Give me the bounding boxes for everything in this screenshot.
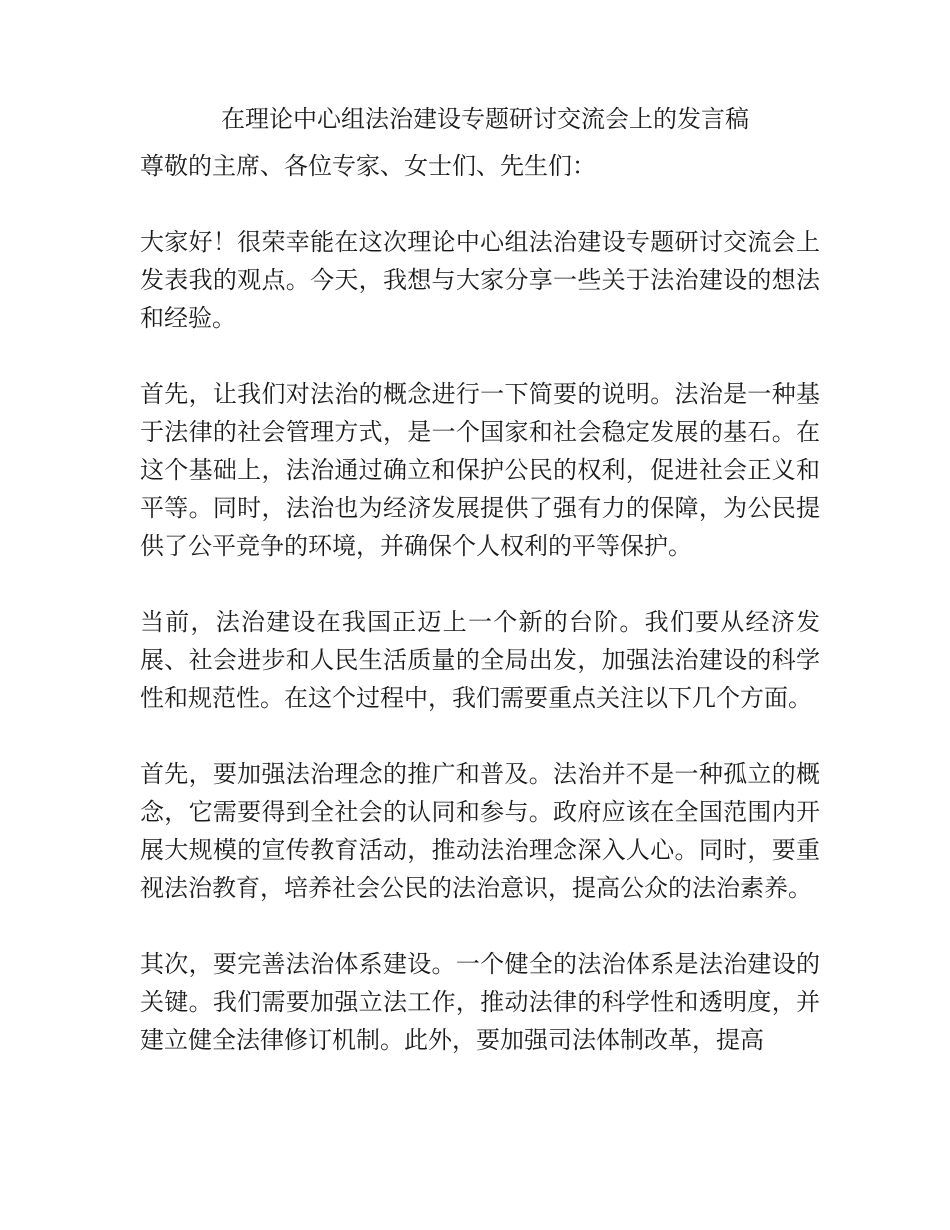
paragraph-intro: 大家好！很荣幸能在这次理论中心组法治建设专题研讨交流会上发表我的观点。今天，我想与大家分享一些关于法治建设的想法和经验。 xyxy=(140,228,820,332)
paragraph-current: 当前，法治建设在我国正迈上一个新的台阶。我们要从经济发展、社会进步和人民生活质量的全局出发，加强法治建设的科学性和规范性。在这个过程中，我们需要重点关注以下几个方面。 xyxy=(140,608,820,712)
paragraph-concept: 首先，让我们对法治的概念进行一下简要的说明。法治是一种基于法律的社会管理方式，是一个国家和社会稳定发展的基石。在这个基础上，法治通过确立和保护公民的权利，促进社会正义和平等。同时，法治也为经济发展提供了强有力的保障，为公民提供了公平竞争的环境，并确保个人权利的平等保护。 xyxy=(140,380,820,560)
paragraph-promotion: 首先，要加强法治理念的推广和普及。法治并不是一种孤立的概念，它需要得到全社会的认同和参与。政府应该在全国范围内开展大规模的宣传教育活动，推动法治理念深入人心。同时，要重视法治教育，培养社会公民的法治意识，提高公众的法治素养。 xyxy=(140,760,820,902)
salutation: 尊敬的主席、各位专家、女士们、先生们： xyxy=(140,152,596,180)
document-title: 在理论中心组法治建设专题研讨交流会上的发言稿 xyxy=(221,105,749,133)
paragraph-system: 其次，要完善法治体系建设。一个健全的法治体系是法治建设的关键。我们需要加强立法工作，推动法律的科学性和透明度，并建立健全法律修订机制。此外，要加强司法体制改革，提高 xyxy=(140,950,820,1054)
